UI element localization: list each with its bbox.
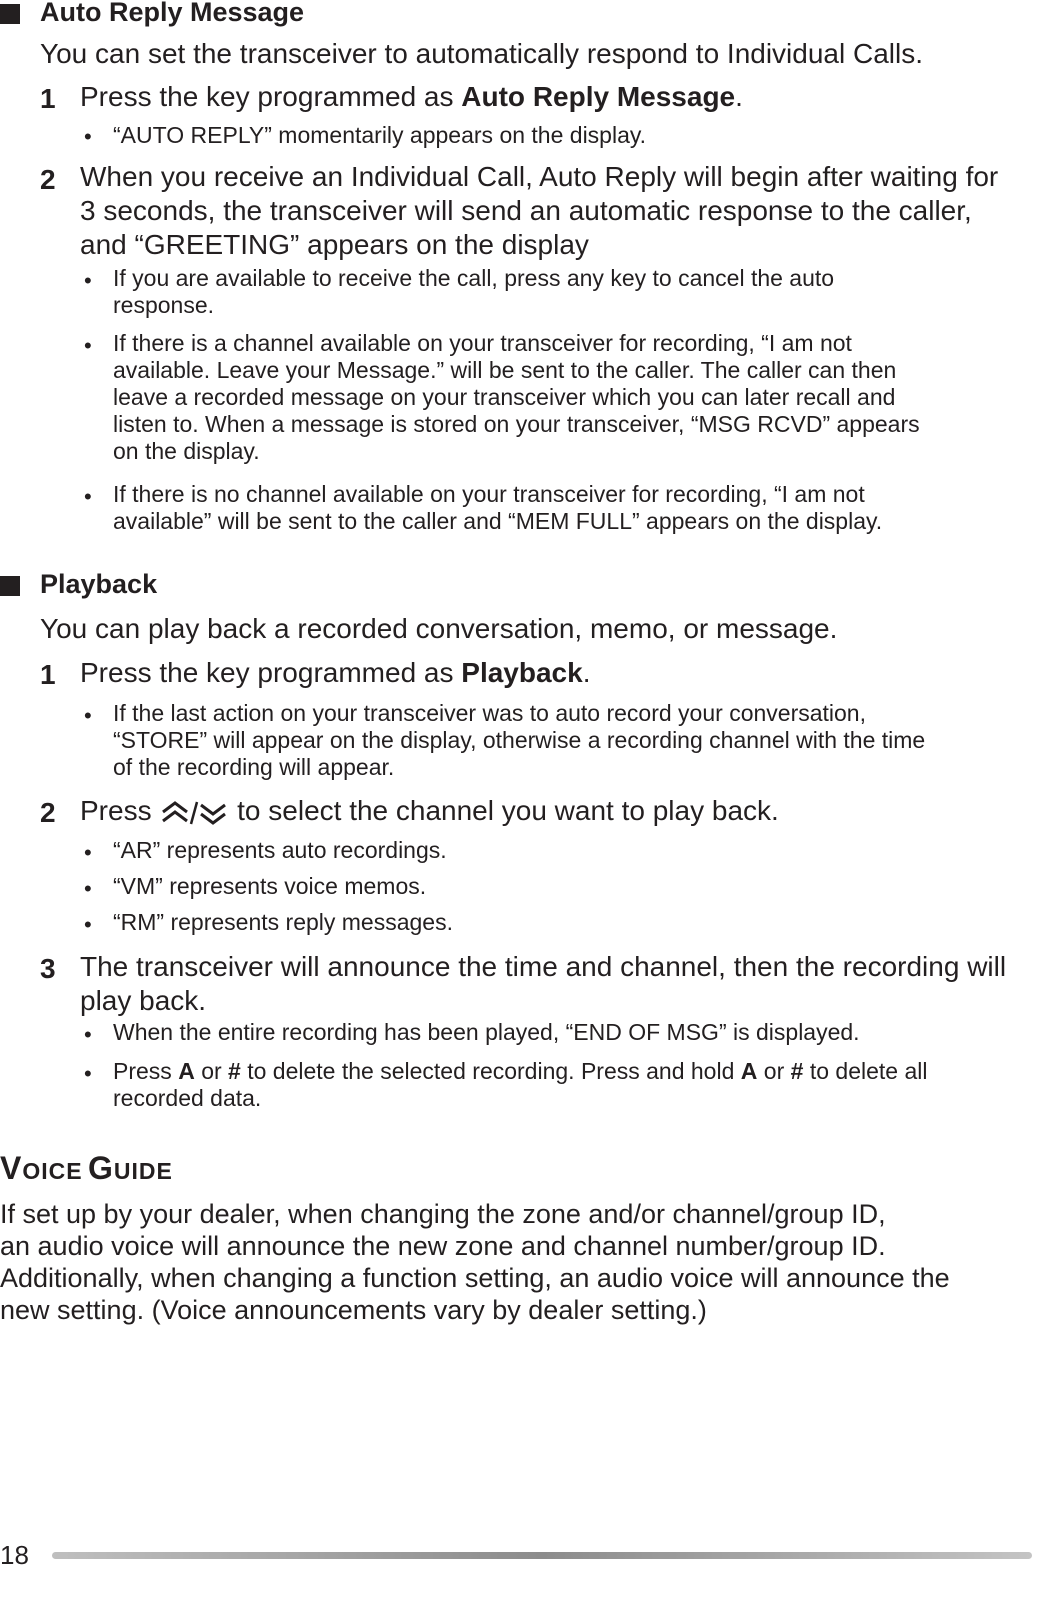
key-hash: # [228, 1058, 241, 1084]
bullet-text [113, 265, 834, 319]
bullet-line: If there is no channel available on your transceiver for recording, “I am not [113, 481, 865, 507]
bullet-text: “AR” represents auto recordings. [113, 837, 447, 863]
bullet-dot: • [84, 268, 92, 293]
up-down-arrows-icon [161, 800, 227, 826]
bullet-fragment: Press [113, 1058, 179, 1084]
bullet-fragment: or [757, 1058, 791, 1084]
bullet-fragment: or [194, 1058, 229, 1084]
section-title-voice-guide [0, 1150, 173, 1187]
step-line: The transceiver will announce the time and channel, then the recording will [80, 951, 1007, 982]
bullet-dot: • [84, 1061, 92, 1086]
bullet-dot: • [84, 484, 92, 509]
bullet-fragment: to delete all [803, 1058, 928, 1084]
bullet-dot: • [84, 912, 92, 937]
title-cap: G [88, 1150, 114, 1186]
bullet-dot: • [84, 703, 92, 728]
step-number: 2 [40, 164, 56, 195]
paragraph-line: an audio voice will announce the new zone and channel number/group ID. [0, 1231, 886, 1261]
key-name: Auto Reply Message [461, 81, 736, 112]
bullet-line: available. Leave your Message.” will be sent to the caller. The caller can then [113, 357, 897, 383]
bullet-text: When the entire recording has been played, “END OF MSG” is displayed. [113, 1019, 860, 1045]
title-smallcaps: OICE [22, 1158, 83, 1184]
title-smallcaps: UIDE [113, 1158, 173, 1184]
paragraph-line: If set up by your dealer, when changing the zone and/or channel/group ID, [0, 1199, 886, 1229]
step-text: Press the key programmed as [80, 81, 462, 112]
step-text: Press [80, 795, 160, 826]
bullet-line: “STORE” will appear on the display, otherwise a recording channel with the time [113, 727, 926, 753]
bullet-line: response. [113, 292, 215, 318]
bullet-line: If you are available to receive the call, press any key to cancel the auto [113, 265, 835, 291]
paragraph-line: new setting. (Voice announcements vary by dealer setting.) [0, 1295, 707, 1325]
footer-rule [52, 1552, 1032, 1559]
bullet-line: recorded data. [113, 1085, 262, 1111]
section-title-playback: Playback [40, 569, 158, 599]
playback-step-2 [80, 794, 779, 828]
bullet-text [113, 481, 882, 535]
step-line: play back. [80, 985, 207, 1016]
step-number: 1 [40, 659, 56, 690]
key-a: A [178, 1058, 195, 1084]
step-text: . [582, 657, 591, 688]
bullet-dot: • [84, 840, 92, 865]
auto-reply-step-1 [80, 80, 743, 114]
step-number: 2 [40, 797, 56, 828]
key-name: Playback [461, 657, 583, 688]
bullet-text: “AUTO REPLY” momentarily appears on the display. [113, 122, 647, 148]
page-number: 18 [0, 1540, 29, 1570]
playback-step-3 [80, 950, 1006, 1018]
bullet-line: leave a recorded message on your transceiver which you can later recall and [113, 384, 896, 410]
bullet-text [113, 330, 920, 465]
section-title-auto-reply: Auto Reply Message [40, 0, 305, 27]
section-marker-square [0, 4, 20, 24]
title-cap: V [0, 1150, 23, 1186]
step-text: . [735, 81, 743, 112]
bullet-line: If there is a channel available on your transceiver for recording, “I am not [113, 330, 852, 356]
section-marker-square [0, 576, 20, 596]
step-number: 3 [40, 953, 56, 984]
step-line: and “GREETING” appears on the display [80, 229, 589, 260]
bullet-line: of the recording will appear. [113, 754, 395, 780]
auto-reply-intro: You can set the transceiver to automatically respond to Individual Calls. [40, 38, 924, 69]
step-text: Press the key programmed as [80, 657, 462, 688]
playback-intro: You can play back a recorded conversation, memo, or message. [40, 613, 838, 644]
bullet-dot: • [84, 1022, 92, 1047]
bullet-text: “RM” represents reply messages. [113, 909, 453, 935]
bullet-fragment: to delete the selected recording. Press and hold [240, 1058, 741, 1084]
voice-guide-body [0, 1198, 950, 1326]
key-a: A [740, 1058, 758, 1084]
bullet-dot: • [84, 333, 92, 358]
key-hash: # [790, 1058, 804, 1084]
bullet-line: available” will be sent to the caller and “MEM FULL” appears on the display. [113, 508, 883, 534]
bullet-text [113, 1058, 927, 1112]
step-text: to select the channel you want to play back. [229, 795, 779, 826]
bullet-line [113, 1058, 927, 1085]
bullet-dot: • [84, 876, 92, 901]
paragraph-line: Additionally, when changing a function setting, an audio voice will announce the [0, 1263, 950, 1293]
step-line: 3 seconds, the transceiver will send an automatic response to the caller, [80, 195, 972, 226]
bullet-text [113, 700, 925, 781]
bullet-line: If the last action on your transceiver was to auto record your conversation, [113, 700, 866, 726]
auto-reply-step-2 [80, 160, 998, 262]
playback-step-1 [80, 656, 590, 690]
bullet-text: “VM” represents voice memos. [113, 873, 427, 899]
step-line: When you receive an Individual Call, Auto Reply will begin after waiting for [80, 161, 999, 192]
step-number: 1 [40, 83, 56, 114]
bullet-dot: • [84, 124, 92, 149]
bullet-line: on the display. [113, 438, 260, 464]
bullet-line: listen to. When a message is stored on your transceiver, “MSG RCVD” appears [113, 411, 920, 437]
